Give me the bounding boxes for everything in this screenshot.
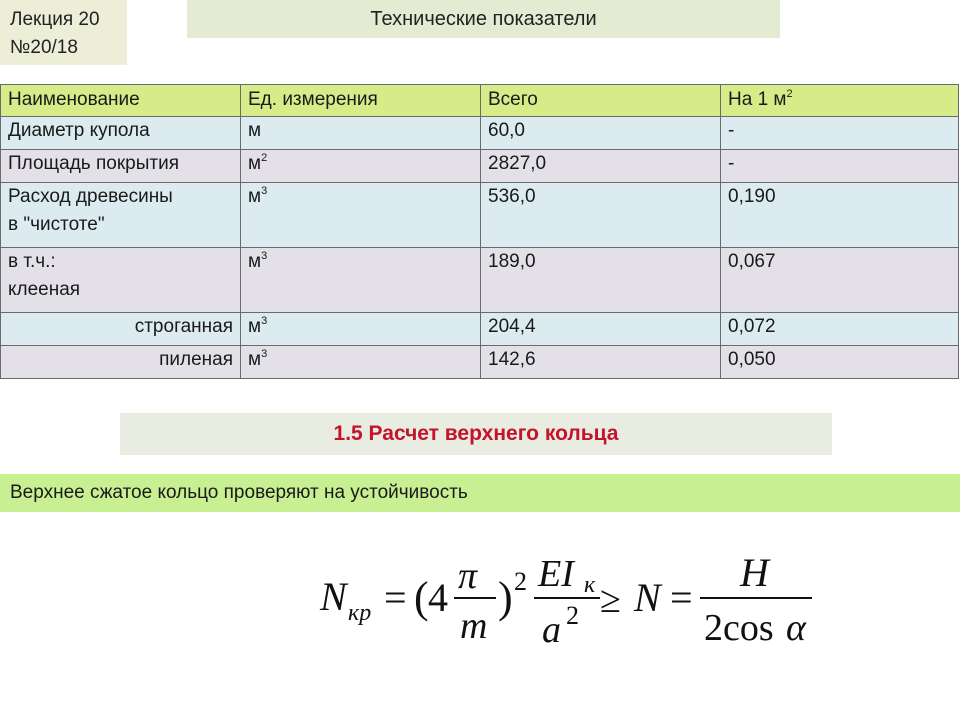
table-header-row bbox=[1, 85, 959, 117]
column-header-per-m2-text: На 1 м bbox=[728, 89, 787, 110]
lecture-label bbox=[0, 0, 127, 65]
formula-h: H bbox=[740, 550, 769, 595]
unit-text: м bbox=[248, 316, 262, 337]
cell-name: Площадь покрытия bbox=[1, 150, 241, 183]
table-row bbox=[1, 346, 959, 379]
cell-name: строганная bbox=[1, 313, 241, 346]
cell-total: 189,0 bbox=[481, 248, 721, 313]
table-row bbox=[1, 313, 959, 346]
column-header-total: Всего bbox=[481, 85, 721, 117]
formula-n-subscript: кр bbox=[348, 600, 372, 626]
cell-per-m2: 0,067 bbox=[721, 248, 959, 313]
cell-name bbox=[1, 183, 241, 248]
cell-total: 142,6 bbox=[481, 346, 721, 379]
unit-exponent: 3 bbox=[261, 348, 268, 360]
lecture-code: №20/18 bbox=[10, 37, 78, 58]
section-heading-text: 1.5 Расчет верхнего кольца bbox=[333, 422, 619, 445]
lecture-number: Лекция 20 bbox=[10, 9, 100, 30]
unit-text: м bbox=[248, 349, 262, 370]
formula-exponent-two: 2 bbox=[514, 567, 527, 596]
cell-total: 536,0 bbox=[481, 183, 721, 248]
formula-n2: N bbox=[634, 575, 661, 620]
column-header-unit: Ед. измерения bbox=[241, 85, 481, 117]
formula-geq: ≥ bbox=[600, 579, 621, 621]
page-title-text: Технические показатели bbox=[370, 7, 597, 30]
cell-name-line: в "чистоте" bbox=[8, 214, 105, 235]
cell-total: 204,4 bbox=[481, 313, 721, 346]
unit-exponent: 3 bbox=[261, 250, 268, 262]
cell-total: 60,0 bbox=[481, 117, 721, 150]
formula-four: 4 bbox=[428, 575, 448, 620]
section-heading bbox=[120, 413, 832, 455]
cell-unit bbox=[241, 150, 481, 183]
cell-unit bbox=[241, 248, 481, 313]
table-row bbox=[1, 117, 959, 150]
cell-name-line: Расход древесины bbox=[8, 186, 173, 207]
cell-per-m2: 0,190 bbox=[721, 183, 959, 248]
cell-unit bbox=[241, 313, 481, 346]
formula-ei: EI bbox=[538, 553, 574, 595]
stability-formula bbox=[300, 540, 840, 660]
column-header-per-m2 bbox=[721, 85, 959, 117]
cell-name: пиленая bbox=[1, 346, 241, 379]
formula-pi: π bbox=[458, 555, 478, 597]
formula-alpha: α bbox=[786, 607, 806, 649]
unit-exponent: 2 bbox=[261, 152, 268, 164]
specs-table bbox=[0, 84, 959, 379]
stability-note-text: Верхнее сжатое кольцо проверяют на устойчивость bbox=[10, 482, 468, 503]
table-row bbox=[1, 183, 959, 248]
cell-total: 2827,0 bbox=[481, 150, 721, 183]
cell-name-line: в т.ч.: bbox=[8, 251, 56, 272]
unit-text: м bbox=[248, 251, 262, 272]
formula-equals2: = bbox=[670, 575, 693, 620]
cell-per-m2: 0,072 bbox=[721, 313, 959, 346]
cell-name bbox=[1, 248, 241, 313]
cell-per-m2: - bbox=[721, 150, 959, 183]
table-row bbox=[1, 248, 959, 313]
column-header-name: Наименование bbox=[1, 85, 241, 117]
stability-note bbox=[0, 474, 960, 512]
cell-per-m2: 0,050 bbox=[721, 346, 959, 379]
page-title bbox=[187, 0, 780, 38]
unit-exponent: 3 bbox=[261, 185, 268, 197]
formula-m: m bbox=[460, 605, 488, 647]
formula-left-paren: ( bbox=[414, 573, 429, 622]
cell-unit bbox=[241, 346, 481, 379]
unit-text: м bbox=[248, 120, 262, 141]
formula-two-cos: 2cos bbox=[704, 607, 774, 649]
column-header-per-m2-exponent: 2 bbox=[786, 88, 793, 100]
cell-name-line: клееная bbox=[8, 279, 81, 300]
unit-exponent: 3 bbox=[261, 315, 268, 327]
unit-text: м bbox=[248, 186, 262, 207]
formula-n: N bbox=[320, 574, 347, 619]
cell-unit bbox=[241, 117, 481, 150]
formula-equals: = bbox=[384, 575, 407, 620]
table-row bbox=[1, 150, 959, 183]
formula-a: a bbox=[542, 609, 561, 651]
cell-per-m2: - bbox=[721, 117, 959, 150]
formula-k-subscript: к bbox=[584, 572, 596, 598]
cell-name: Диаметр купола bbox=[1, 117, 241, 150]
unit-text: м bbox=[248, 153, 262, 174]
formula-right-paren: ) bbox=[498, 573, 513, 622]
formula-a-exponent: 2 bbox=[566, 601, 579, 630]
cell-unit bbox=[241, 183, 481, 248]
